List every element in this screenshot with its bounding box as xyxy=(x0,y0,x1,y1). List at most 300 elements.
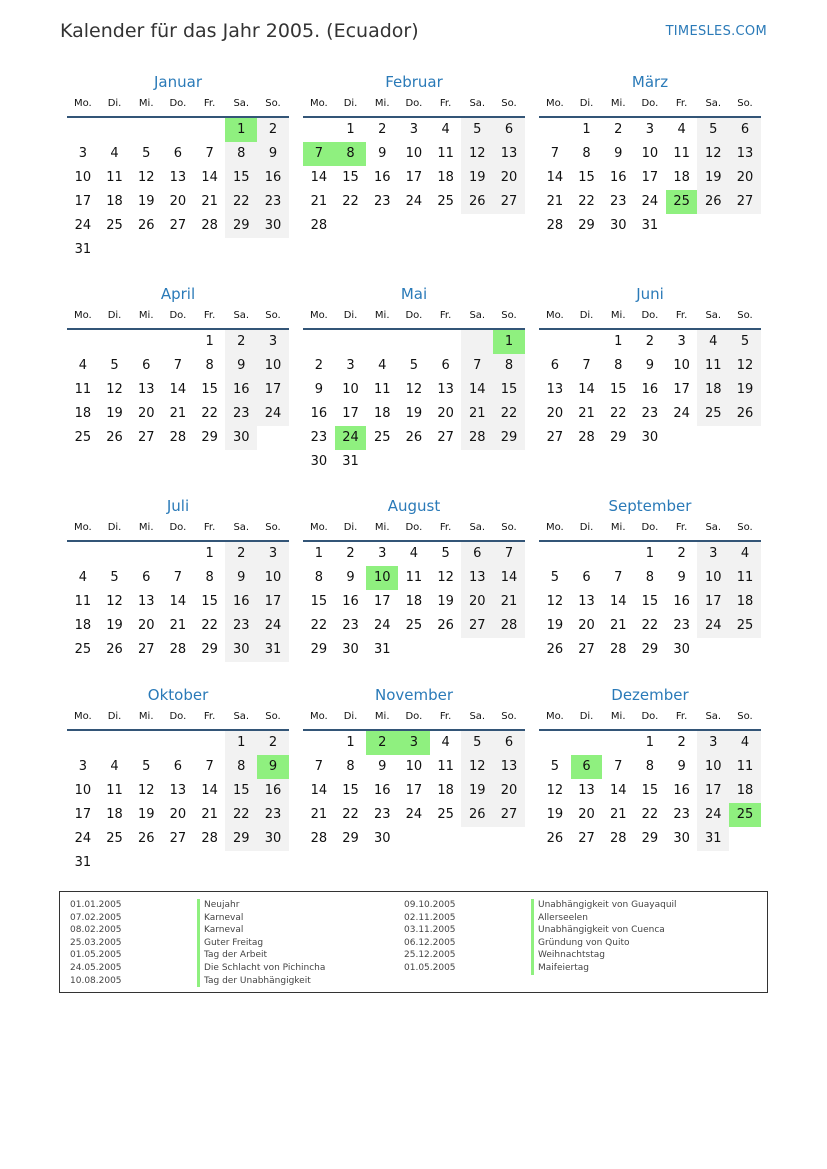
day-cell: 15 xyxy=(342,170,359,185)
month-name: Juni xyxy=(636,285,664,303)
day-cell: 7 xyxy=(303,142,335,166)
day-cell: 21 xyxy=(169,406,187,421)
day-cell: 22 xyxy=(310,618,328,633)
day-cell: 16 xyxy=(257,166,289,190)
weekday-label: Mi. xyxy=(374,711,390,722)
month-2 xyxy=(539,72,761,238)
holiday-date: 07.02.2005 xyxy=(70,912,122,923)
day-cell: 20 xyxy=(137,618,155,633)
day-cell: 21 xyxy=(609,618,627,633)
weekday-label: Fr. xyxy=(439,310,452,321)
month-name: Juli xyxy=(166,497,190,515)
weekday-header xyxy=(539,308,761,330)
brand-logo[interactable]: TIMESLES.COM xyxy=(665,24,767,39)
day-cell: 15 xyxy=(641,594,659,609)
month-0 xyxy=(67,72,289,262)
day-cell: 7 xyxy=(614,570,623,585)
month-8 xyxy=(539,496,761,662)
day-cell: 10 xyxy=(697,566,729,590)
weekday-label: Do. xyxy=(641,98,659,109)
day-cell: 17 xyxy=(697,590,729,614)
weekday-label: Di. xyxy=(343,711,358,722)
weekday-label: Do. xyxy=(405,310,423,321)
weekday-header xyxy=(67,520,289,542)
empty-day-cell xyxy=(602,542,634,566)
weekday-label: Do. xyxy=(169,711,187,722)
holiday-name: Gründung von Quito xyxy=(531,937,677,950)
day-cell: 22 xyxy=(641,618,659,633)
day-cell: 5 xyxy=(461,731,493,755)
day-cell: 10 xyxy=(405,759,423,774)
day-cell: 31 xyxy=(74,855,92,870)
day-cell: 17 xyxy=(673,382,690,397)
empty-day-cell xyxy=(697,214,729,238)
empty-day-cell xyxy=(398,450,430,474)
day-cell: 13 xyxy=(493,142,525,166)
day-cell: 23 xyxy=(310,430,328,445)
day-cell: 27 xyxy=(137,430,155,445)
weekday-label: Sa. xyxy=(705,711,722,722)
day-cell: 24 xyxy=(697,614,729,638)
day-cell: 17 xyxy=(373,594,391,609)
day-cell: 1 xyxy=(645,546,655,561)
day-cell: 8 xyxy=(645,570,655,585)
month-10 xyxy=(303,685,525,851)
day-cell: 17 xyxy=(342,406,359,421)
day-cell: 11 xyxy=(729,755,761,779)
day-cell: 25 xyxy=(106,218,123,233)
day-cell: 25 xyxy=(405,618,423,633)
week-row xyxy=(67,402,289,426)
day-cell: 11 xyxy=(405,570,423,585)
day-cell: 22 xyxy=(342,194,359,209)
week-row xyxy=(67,803,289,827)
empty-day-cell xyxy=(493,450,525,474)
day-cell: 11 xyxy=(729,566,761,590)
day-cell: 23 xyxy=(641,406,659,421)
day-cell: 1 xyxy=(205,546,214,561)
day-cell: 17 xyxy=(405,170,423,185)
month-name: Oktober xyxy=(147,686,209,704)
holiday-date: 01.05.2005 xyxy=(70,950,122,961)
week-row xyxy=(67,426,289,450)
week-row xyxy=(539,614,761,638)
day-cell: 12 xyxy=(137,783,155,798)
day-cell: 29 xyxy=(201,642,218,657)
day-cell: 9 xyxy=(378,146,387,161)
day-cell: 20 xyxy=(578,618,595,633)
holiday-name: Karneval xyxy=(197,912,325,925)
empty-day-cell xyxy=(335,214,367,238)
month-name: September xyxy=(608,497,692,515)
day-cell: 19 xyxy=(137,807,155,822)
day-cell: 19 xyxy=(546,618,564,633)
day-cell: 4 xyxy=(409,546,419,561)
day-cell: 3 xyxy=(398,731,430,755)
day-cell: 16 xyxy=(257,779,289,803)
holiday-date: 06.12.2005 xyxy=(404,937,456,948)
day-cell: 13 xyxy=(461,566,493,590)
day-cell: 9 xyxy=(378,759,387,774)
day-cell: 30 xyxy=(342,642,359,657)
day-cell: 5 xyxy=(142,146,151,161)
day-cell: 27 xyxy=(578,831,595,846)
weekday-label: So. xyxy=(737,310,753,321)
day-cell: 27 xyxy=(461,614,493,638)
empty-day-cell xyxy=(539,330,571,354)
day-cell: 31 xyxy=(697,827,729,851)
day-cell: 22 xyxy=(201,618,218,633)
day-cell: 28 xyxy=(493,614,525,638)
empty-day-cell xyxy=(430,214,462,238)
day-cell: 12 xyxy=(106,382,123,397)
day-cell: 25 xyxy=(437,807,454,822)
day-cell: 7 xyxy=(173,570,183,585)
week-row xyxy=(539,590,761,614)
empty-day-cell xyxy=(430,450,462,474)
day-cell: 28 xyxy=(201,831,218,846)
empty-day-cell xyxy=(729,638,761,662)
week-row xyxy=(539,378,761,402)
day-cell: 16 xyxy=(641,382,659,397)
day-cell: 10 xyxy=(74,783,92,798)
day-cell: 6 xyxy=(493,118,525,142)
week-row xyxy=(539,118,761,142)
empty-day-cell xyxy=(461,330,493,354)
empty-day-cell xyxy=(303,330,335,354)
day-cell: 11 xyxy=(74,382,92,397)
day-cell: 13 xyxy=(578,783,595,798)
weekday-label: So. xyxy=(737,98,753,109)
holiday-name: Tag der Arbeit xyxy=(197,949,325,962)
day-cell: 29 xyxy=(609,430,627,445)
day-cell: 25 xyxy=(74,430,92,445)
holiday-date: 25.03.2005 xyxy=(70,937,122,948)
week-row xyxy=(67,827,289,851)
day-cell: 13 xyxy=(169,783,187,798)
day-cell: 24 xyxy=(373,618,391,633)
week-row xyxy=(303,803,525,827)
day-cell: 7 xyxy=(314,759,323,774)
day-cell: 9 xyxy=(225,566,257,590)
day-cell: 11 xyxy=(437,759,454,774)
day-cell: 6 xyxy=(142,570,151,585)
day-cell: 14 xyxy=(609,783,627,798)
weekday-label: Sa. xyxy=(233,310,250,321)
day-cell: 19 xyxy=(137,194,155,209)
day-cell: 18 xyxy=(437,783,454,798)
day-cell: 16 xyxy=(673,783,690,798)
weekday-label: Sa. xyxy=(233,98,250,109)
weekday-label: Mi. xyxy=(374,310,390,321)
week-row xyxy=(303,614,525,638)
day-cell: 19 xyxy=(405,406,423,421)
day-cell: 20 xyxy=(578,807,595,822)
day-cell: 12 xyxy=(137,170,155,185)
empty-day-cell xyxy=(539,731,571,755)
day-cell: 4 xyxy=(110,759,119,774)
day-cell: 19 xyxy=(106,618,123,633)
holiday-date: 09.10.2005 xyxy=(404,900,456,910)
day-cell: 28 xyxy=(461,426,493,450)
day-cell: 1 xyxy=(346,122,355,137)
week-row xyxy=(539,142,761,166)
day-cell: 13 xyxy=(437,382,454,397)
empty-day-cell xyxy=(130,542,162,566)
week-row xyxy=(303,827,525,851)
day-cell: 29 xyxy=(225,827,257,851)
weekday-label: Mi. xyxy=(610,310,626,321)
empty-day-cell xyxy=(257,238,289,262)
day-cell: 10 xyxy=(257,354,289,378)
day-cell: 16 xyxy=(609,170,627,185)
day-cell: 30 xyxy=(310,454,328,469)
day-cell: 2 xyxy=(257,118,289,142)
day-cell: 23 xyxy=(673,807,690,822)
holiday-name: Unabhängigkeit von Cuenca xyxy=(531,924,677,937)
week-row xyxy=(67,190,289,214)
day-cell: 29 xyxy=(310,642,328,657)
day-cell: 12 xyxy=(697,142,729,166)
week-row xyxy=(539,190,761,214)
weekday-label: Mo. xyxy=(309,522,328,533)
week-row xyxy=(539,214,761,238)
day-cell: 10 xyxy=(697,755,729,779)
day-cell: 25 xyxy=(666,190,698,214)
week-row xyxy=(539,402,761,426)
day-cell: 18 xyxy=(729,779,761,803)
day-cell: 10 xyxy=(257,566,289,590)
weekday-label: Sa. xyxy=(233,711,250,722)
weekday-label: Di. xyxy=(107,711,122,722)
day-cell: 17 xyxy=(74,194,92,209)
day-cell: 8 xyxy=(205,358,214,373)
week-row xyxy=(303,142,525,166)
weekday-header xyxy=(67,709,289,731)
weekday-label: Do. xyxy=(405,98,423,109)
day-cell: 28 xyxy=(310,218,328,233)
week-row xyxy=(539,542,761,566)
month-5 xyxy=(539,284,761,450)
day-cell: 11 xyxy=(106,170,123,185)
day-cell: 25 xyxy=(74,642,92,657)
empty-day-cell xyxy=(398,214,430,238)
day-cell: 8 xyxy=(314,570,323,585)
weekday-label: Mo. xyxy=(73,522,92,533)
empty-day-cell xyxy=(366,214,398,238)
empty-day-cell xyxy=(162,330,194,354)
day-cell: 24 xyxy=(405,807,423,822)
day-cell: 21 xyxy=(201,194,218,209)
day-cell: 19 xyxy=(546,807,564,822)
weekday-label: Di. xyxy=(107,310,122,321)
empty-day-cell xyxy=(303,731,335,755)
day-cell: 28 xyxy=(310,831,328,846)
weekday-label: Sa. xyxy=(469,522,486,533)
day-cell: 7 xyxy=(461,354,493,378)
weekday-label: Sa. xyxy=(705,522,722,533)
day-cell: 18 xyxy=(673,170,690,185)
day-cell: 14 xyxy=(310,170,328,185)
month-name: Dezember xyxy=(611,686,689,704)
day-cell: 16 xyxy=(225,378,257,402)
day-cell: 11 xyxy=(437,146,454,161)
day-cell: 4 xyxy=(378,358,387,373)
weekday-label: Mo. xyxy=(73,711,92,722)
holiday-name: Tag der Unabhängigkeit xyxy=(197,975,325,988)
holiday-date: 25.12.2005 xyxy=(404,950,456,961)
day-cell: 26 xyxy=(437,618,454,633)
day-cell: 20 xyxy=(169,194,187,209)
day-cell: 26 xyxy=(546,642,564,657)
day-cell: 18 xyxy=(437,170,454,185)
day-cell: 13 xyxy=(493,755,525,779)
weekday-label: Mi. xyxy=(138,310,154,321)
day-cell: 7 xyxy=(582,358,591,373)
week-row xyxy=(303,755,525,779)
week-row xyxy=(303,779,525,803)
weekday-label: Do. xyxy=(169,310,187,321)
month-9 xyxy=(67,685,289,875)
day-cell: 2 xyxy=(378,122,387,137)
weekday-label: So. xyxy=(501,711,517,722)
day-cell: 15 xyxy=(609,382,627,397)
empty-day-cell xyxy=(67,330,99,354)
day-cell: 10 xyxy=(342,382,359,397)
day-cell: 15 xyxy=(225,779,257,803)
day-cell: 6 xyxy=(729,118,761,142)
day-cell: 23 xyxy=(257,803,289,827)
empty-day-cell xyxy=(398,330,430,354)
day-cell: 31 xyxy=(342,454,359,469)
day-cell: 6 xyxy=(493,731,525,755)
day-cell: 8 xyxy=(614,358,623,373)
week-row xyxy=(67,779,289,803)
holiday-date: 10.08.2005 xyxy=(70,975,122,986)
day-cell: 22 xyxy=(493,402,525,426)
day-cell: 30 xyxy=(673,831,690,846)
empty-day-cell xyxy=(99,118,131,142)
day-cell: 19 xyxy=(461,166,493,190)
day-cell: 16 xyxy=(373,783,391,798)
day-cell: 30 xyxy=(225,638,257,662)
weekday-label: Mo. xyxy=(545,522,564,533)
empty-day-cell xyxy=(430,638,462,662)
day-cell: 6 xyxy=(582,570,591,585)
month-name: November xyxy=(374,686,454,704)
day-cell: 14 xyxy=(169,594,187,609)
day-cell: 12 xyxy=(106,594,123,609)
legend-left-dates xyxy=(70,899,122,987)
weekday-label: Fr. xyxy=(439,98,452,109)
day-cell: 25 xyxy=(729,803,761,827)
week-row xyxy=(67,731,289,755)
empty-day-cell xyxy=(130,731,162,755)
day-cell: 2 xyxy=(645,334,655,349)
day-cell: 20 xyxy=(169,807,187,822)
holiday-date: 02.11.2005 xyxy=(404,912,456,923)
day-cell: 28 xyxy=(578,430,595,445)
day-cell: 8 xyxy=(346,759,355,774)
day-cell: 3 xyxy=(78,146,87,161)
day-cell: 15 xyxy=(342,783,359,798)
holiday-legend xyxy=(59,891,768,993)
day-cell: 29 xyxy=(493,426,525,450)
empty-day-cell xyxy=(461,638,493,662)
day-cell: 28 xyxy=(201,218,218,233)
day-cell: 13 xyxy=(137,382,155,397)
day-cell: 18 xyxy=(697,378,729,402)
day-cell: 25 xyxy=(729,614,761,638)
day-cell: 2 xyxy=(346,546,355,561)
weekday-label: Mo. xyxy=(73,98,92,109)
weekday-label: So. xyxy=(501,522,517,533)
day-cell: 3 xyxy=(697,542,729,566)
weekday-label: Mi. xyxy=(138,711,154,722)
day-cell: 20 xyxy=(137,406,155,421)
day-cell: 5 xyxy=(110,570,119,585)
holiday-name: Unabhängigkeit von Guayaquil xyxy=(531,899,677,912)
day-cell: 23 xyxy=(373,194,391,209)
week-row xyxy=(67,330,289,354)
empty-day-cell xyxy=(130,851,162,875)
day-cell: 3 xyxy=(257,542,289,566)
week-row xyxy=(67,166,289,190)
day-cell: 9 xyxy=(257,755,289,779)
day-cell: 17 xyxy=(257,378,289,402)
day-cell: 8 xyxy=(493,354,525,378)
day-cell: 12 xyxy=(546,594,564,609)
day-cell: 5 xyxy=(110,358,119,373)
day-cell: 15 xyxy=(310,594,328,609)
empty-day-cell xyxy=(194,851,226,875)
day-cell: 19 xyxy=(437,594,454,609)
day-cell: 30 xyxy=(257,214,289,238)
empty-day-cell xyxy=(461,827,493,851)
weekday-label: So. xyxy=(265,522,281,533)
day-cell: 6 xyxy=(550,358,559,373)
weekday-label: Mo. xyxy=(309,310,328,321)
day-cell: 14 xyxy=(310,783,328,798)
day-cell: 20 xyxy=(493,166,525,190)
day-cell: 6 xyxy=(173,146,183,161)
weekday-label: Fr. xyxy=(439,522,452,533)
day-cell: 3 xyxy=(697,731,729,755)
day-cell: 12 xyxy=(437,570,454,585)
weekday-label: Di. xyxy=(343,310,358,321)
day-cell: 27 xyxy=(169,218,187,233)
day-cell: 8 xyxy=(205,570,214,585)
day-cell: 21 xyxy=(578,406,595,421)
day-cell: 31 xyxy=(641,218,659,233)
weekday-label: Sa. xyxy=(469,711,486,722)
week-row xyxy=(67,214,289,238)
week-row xyxy=(303,426,525,450)
month-7 xyxy=(303,496,525,662)
weekday-label: Do. xyxy=(169,98,187,109)
day-cell: 25 xyxy=(106,831,123,846)
week-row xyxy=(539,354,761,378)
holiday-name: Allerseelen xyxy=(531,912,677,925)
holiday-name: Guter Freitag xyxy=(197,937,325,950)
day-cell: 31 xyxy=(74,242,92,257)
week-row xyxy=(539,330,761,354)
empty-day-cell xyxy=(67,542,99,566)
day-cell: 8 xyxy=(582,146,591,161)
day-cell: 26 xyxy=(546,831,564,846)
week-row xyxy=(303,542,525,566)
weekday-label: Mi. xyxy=(610,711,626,722)
